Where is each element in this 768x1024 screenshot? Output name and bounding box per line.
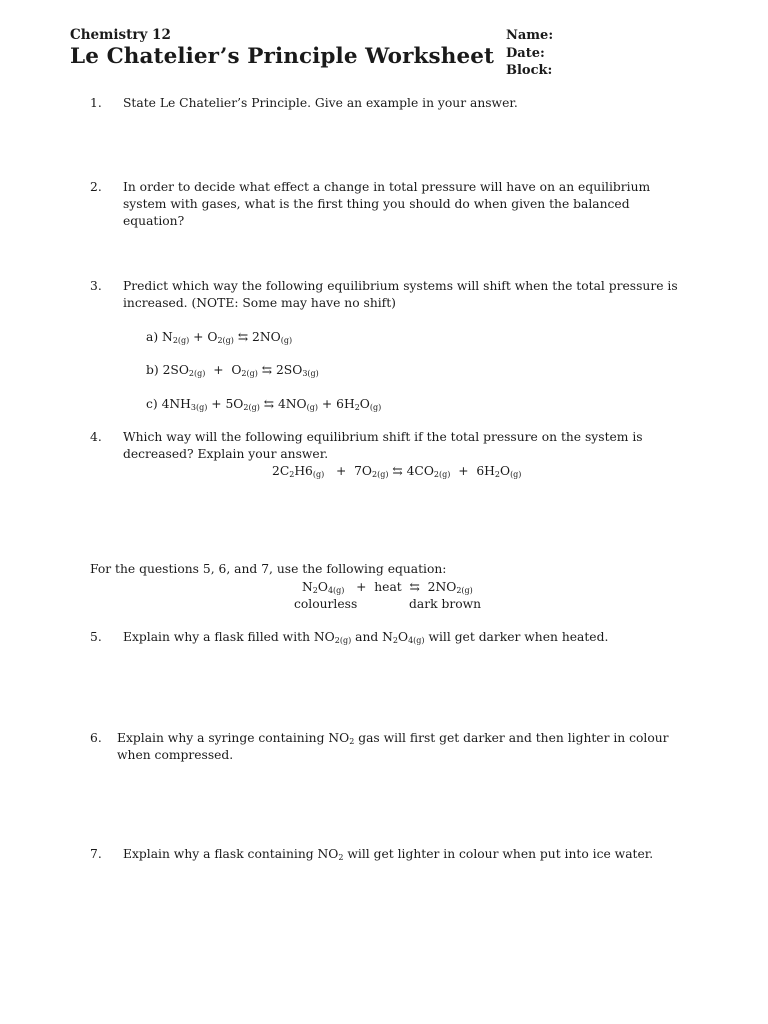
question-number: 7. (90, 847, 102, 861)
question-number: 4. (90, 430, 102, 444)
question-text: Explain why a flask filled with $NO_{2(g)}$ and $N_2O_{4(g)}$ will get darker when heated. (123, 630, 609, 645)
course-label: Chemistry 12 (70, 27, 171, 43)
equation-text: c) $4NH_{3(g)} + 5O_{2(g)}$ ⇆ $4NO_{(g)} + 6H_2O_{(g)}$ (146, 397, 382, 412)
q3-part-c (146, 396, 381, 413)
label-dark-brown: dark brown (409, 597, 482, 611)
date-label: Date: (506, 45, 545, 61)
equation-text: $2C_2H6_{(g)} + 7O_{2(g)}$ ⇆ $4CO_{2(g)} + 6H_2O_{(g)}$ (272, 464, 522, 479)
question-text: State Le Chatelier’s Principle. Give an example in your answer. (123, 96, 518, 110)
equation-text: a) $N_{2(g)} + O_{2(g)}$ ⇆ $2NO_{(g)}$ (146, 330, 293, 345)
question-number: 2. (90, 180, 102, 194)
page-title: Le Chatelier’s Principle Worksheet (70, 44, 495, 69)
question-number: 1. (90, 96, 102, 110)
question-text: In order to decide what effect a change in total pressure will have on an equilibrium system with gases, what is the first thing you should do when given the balanced equation? (123, 180, 651, 228)
equation-text: b) $2SO_{2(g)} + O_{2(g)}$ ⇆ $2SO_{3(g)}$ (146, 363, 319, 378)
question-text: Predict which way the following equilibrium systems will shift when the total pressure is increased. (NOTE: Some may have no shift) (123, 279, 678, 310)
question-text: Which way will the following equilibrium shift if the total pressure on the system is decreased? Explain your answer. (123, 430, 643, 461)
shared-intro: For the questions 5, 6, and 7, use the following equation: (90, 562, 447, 576)
question-number: 3. (90, 279, 102, 293)
question-number: 5. (90, 630, 102, 644)
question-text: Explain why a syringe containing $NO_2$ gas will first get darker and then lighter in colour when compressed. (117, 731, 669, 762)
question-number: 6. (90, 731, 102, 745)
question-text: Explain why a flask containing $NO_2$ will get lighter in colour when put into ice water. (123, 847, 654, 862)
name-label: Name: (506, 28, 554, 43)
shared-equation (302, 579, 473, 596)
block-label: Block: (506, 63, 553, 78)
equation-text: $N_2O_{4(g)}$ + heat ⇆ $2NO_{2(g)}$ (302, 580, 473, 595)
q3-part-a (146, 329, 292, 346)
q4-equation (272, 463, 521, 480)
label-colourless: colourless (294, 597, 358, 611)
student-info-block (506, 27, 553, 80)
q3-part-b (146, 362, 319, 379)
